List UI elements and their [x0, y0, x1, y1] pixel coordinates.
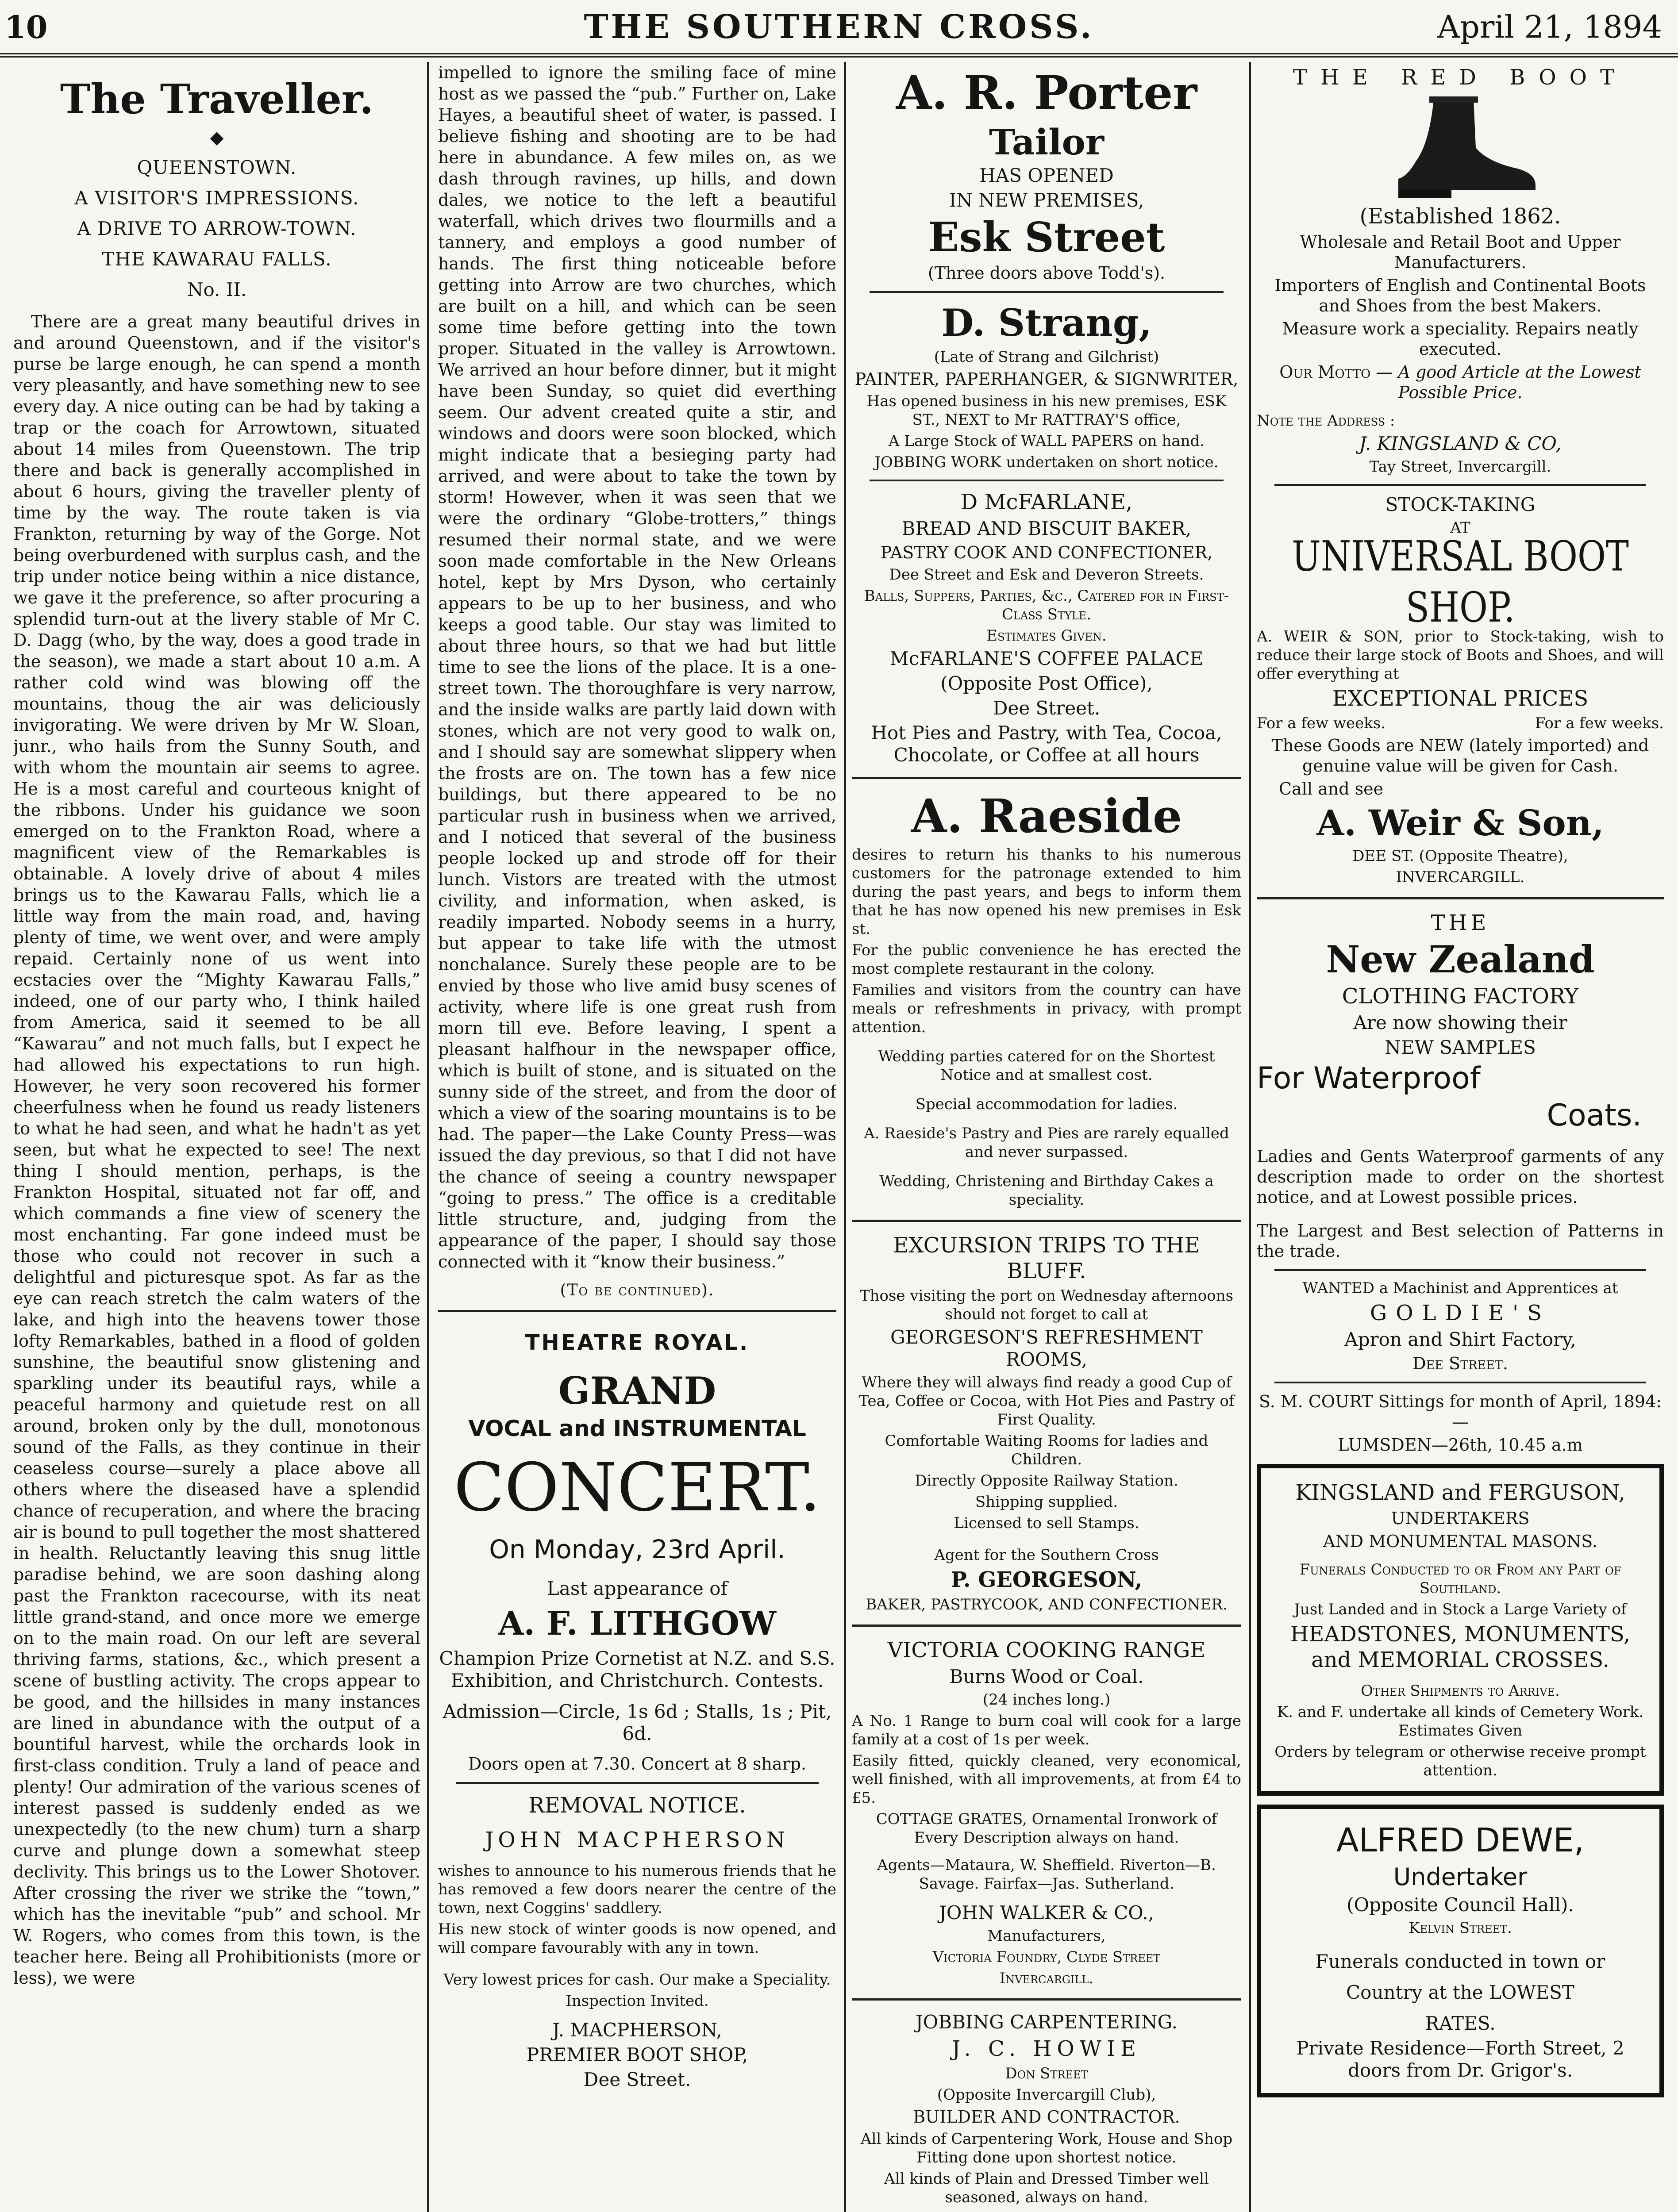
excursion-line: Shipping supplied.	[975, 1493, 1118, 1511]
porter-street: Esk Street	[928, 213, 1165, 261]
weir-ad	[1257, 494, 1664, 887]
victoria-line: Agents—Mataura, W. Sheffield. Riverton—B. Savage. Fairfax—Jas. Sutherland.	[877, 1856, 1216, 1893]
strang-line: A Large Stock of WALL PAPERS on hand.	[888, 432, 1205, 450]
goldie-line: WANTED a Machinist and Apprentices at	[1302, 1279, 1618, 1297]
red-boot-line: Importers of English and Continental Boots and Shoes from the best Makers.	[1274, 276, 1646, 315]
divider	[1274, 484, 1646, 486]
page-number: 10	[4, 9, 48, 46]
victoria-line: Easily fitted, quickly cleaned, very economical, well finished, with all improvements, at from £4 to £5.	[852, 1752, 1241, 1807]
divider	[852, 1220, 1241, 1222]
porter-name: A. R. Porter	[896, 65, 1197, 120]
weir-line: Call and see	[1279, 779, 1384, 799]
kingsland-line: Funerals Conducted to or From any Part of Southland.	[1299, 1561, 1621, 1597]
excursion-line: GEORGESON'S REFRESHMENT ROOMS,	[890, 1326, 1203, 1370]
red-boot-established: (Established 1862.	[1359, 204, 1561, 229]
removal-street: Dee Street.	[583, 2069, 691, 2090]
red-boot-address: Tay Street, Invercargill.	[1369, 458, 1551, 476]
nz-clothing-ad	[1257, 910, 1664, 1261]
porter-line: HAS OPENED	[979, 165, 1114, 186]
strang-name: D. Strang,	[941, 301, 1152, 345]
mcfarlane-line: Dee Street.	[993, 697, 1101, 719]
strang-line: PAINTER, PAPERHANGER, & SIGNWRITER,	[854, 369, 1239, 389]
porter-trade: Tailor	[989, 121, 1104, 163]
motto-text: A good Article at the Lowest Possible Price.	[1398, 362, 1641, 402]
excursion-line: Agent for the Southern Cross	[934, 1546, 1159, 1564]
removal-shop: PREMIER BOOT SHOP,	[526, 2044, 748, 2066]
part-number: No. II.	[187, 279, 247, 300]
court-line: LUMSDEN—26th, 10.45 a.m	[1338, 1435, 1583, 1455]
kingsland-line: KINGSLAND and FERGUSON,	[1295, 1480, 1625, 1505]
page-header	[0, 0, 1678, 58]
kingsland-line: AND MONUMENTAL MASONS.	[1323, 1532, 1598, 1551]
raeside-line: desires to return his thanks to his numerous customers for the patronage extended to him during the past years, and begs to inform them that he has now opened his new premises in Esk st.	[852, 846, 1241, 938]
raeside-name: A. Raeside	[911, 789, 1182, 843]
red-boot-line: Measure work a speciality. Repairs neatly executed.	[1282, 319, 1639, 359]
nz-name: New Zealand	[1326, 937, 1595, 981]
victoria-line: A No. 1 Range to burn coal will cook for a large family at a cost of 1s per week.	[852, 1712, 1241, 1748]
removal-title: REMOVAL NOTICE.	[528, 1793, 746, 1818]
dewe-line: Kelvin Street.	[1409, 1919, 1512, 1937]
weir-line: A. WEIR & SON, prior to Stock-taking, wish to reduce their large stock of Boots and Shoes, and will offer everything at	[1257, 628, 1664, 683]
inspection-invited: Inspection Invited.	[566, 1992, 709, 2010]
to-be-continued: (To be continued).	[560, 1281, 715, 1299]
howie-line: All kinds of Carpentering Work, House and Shop Fitting done upon shortest notice.	[860, 2130, 1233, 2166]
weir-weeks: For a few weeks.	[1257, 714, 1386, 732]
removal-text: Very lowest prices for cash. Our make a Speciality.	[443, 1971, 831, 1989]
excursion-line: P. GEORGESON,	[951, 1567, 1143, 1592]
howie-line: Don Street	[1005, 2065, 1088, 2082]
victoria-line: Victoria Foundry, Clyde Street	[932, 1948, 1161, 1966]
court-ad	[1257, 1391, 1664, 1455]
nz-line: Coats.	[1547, 1098, 1642, 1133]
weir-weeks: For a few weeks.	[1535, 714, 1664, 732]
door-times: Doors open at 7.30. Concert at 8 sharp.	[468, 1754, 807, 1774]
article-heading: The Traveller.	[60, 75, 374, 123]
boot-icon	[1381, 95, 1540, 201]
article-body: There are a great many beautiful drives in and around Queenstown, and if the visitor's purse be large enough, he can spend a month very pleasantly, and have something new to see every day. A nice outing can be had by taking a trap or the coach for Arrowtown, situated about 14 miles from Queenstown. The trip there and back is generally accomplished in about 6 hours, giving the traveller plenty of time by the way. The route taken is via Frankton, returning by way of the Gorge. Not being overburdened with surplus cash, and the trip under notice being within a nice distance, we gave it the preference, so after procuring a splendid turn-out at the livery stable of Mr C. D. Dagg (who, by the way, does a good trade in the season), we made a start about 10 a.m. A rather cold wind was blowing off the mountains, thoug the air was deliciously invigorating. We were driven by Mr W. Sloan, junr., who hails from the Sunny South, and with whom the mountain air seems to agree. He is a most careful and courteous knight of the ribbons. Under his guidance we soon emerged on to the Frankton Road, where a magnificent view of the Remarkables is obtainable. A lovely drive of about 4 miles brings us to the Kawarau Falls, which lie a little way from the main road, and, having plenty of time, we went over, and were amply repaid. Certainly none of us went into ecstacies over the “Mighty Kawarau Falls,” indeed, one of our party who, I think hailed from America, said it seemed to be all “Kawarau” and not much falls, but I expect he had allowed his expectations to run high. However, he very soon recovered his former cheerfulness when he found us ready listeners to what he had seen, and what he hadn't as yet seen, but what he expected to see! The next thing I should mention, perhaps, is the Frankton Hospital, situated not far off, and which commands a fine view of scenery the most enchanting. Far gone indeed must be those who could not recover in such a delightful and picturesque spot. As far as the eye can reach stretch the calm waters of the lake, and high into the heavens tower those lofty Remarkables, bathed in a flood of golden sunshine, the beautiful snow glistening and sparkling under its beautiful rays, while a peaceful harmony and quietude rest on all around, broken only by the dull, monotonous sound of the Falls, as they continue in their ceaseless course—surely a place above all others where the diseased have a splendid chance of recuperation, and where the bracing air is bound to pull together the most shattered in health. Reluctantly leaving this snug little paradise behind, we are soon dashing along past the Frankton racecourse, with its neat little grand-stand, and once more we emerge on to the main road. On our left are several thriving farms, stations, &c., which present a scene of bustling activity. The crops appear to be good, and the hillsides in many instances are lined in abundance with the output of a bountiful harvest, while the orchards look in first-class condition. Truly a land of peace and plenty! Our admiration of the various scenes of interest passed is suddenly ended as we unexpectedly (to the new chum) turn a sharp curve and plunge down a somewhat steep declivity. This brings us to the Lower Shotover. After crossing the river we strike the “town,” which has the inevitable “pub” and school. Mr W. Rogers, who comes from this town, is the teacher here. Being all Prohibitionists (more or less), we were	[13, 312, 420, 1988]
goldie-line: Dee Street.	[1412, 1354, 1508, 1373]
dewe-line: Private Residence—Forth Street, 2 doors from Dr. Grigor's.	[1296, 2037, 1624, 2081]
strang-line: Has opened business in his new premises, ESK ST., NEXT to Mr RATTRAY'S office,	[866, 392, 1227, 429]
dewe-line: Undertaker	[1393, 1863, 1528, 1891]
subheading: A DRIVE TO ARROW-TOWN.	[77, 218, 357, 239]
raeside-line: For the public convenience he has erected the most complete restaurant in the colony.	[852, 941, 1241, 978]
kingsland-line: K. and F. undertake all kinds of Cemetery Work. Estimates Given	[1277, 1703, 1644, 1740]
removal-name: JOHN MACPHERSON	[485, 1828, 789, 1852]
concert-heading: CONCERT.	[454, 1449, 821, 1526]
subheading: THE KAWARAU FALLS.	[102, 248, 332, 270]
divider	[1257, 897, 1664, 899]
theatre-title: THEATRE ROYAL.	[525, 1330, 750, 1355]
nz-the: THE	[1431, 910, 1490, 935]
victoria-line: (24 inches long.)	[982, 1691, 1111, 1709]
victoria-line: JOHN WALKER & CO.,	[939, 1902, 1154, 1924]
nz-line: CLOTHING FACTORY	[1342, 984, 1579, 1009]
howie-line: (Opposite Invercargill Club),	[937, 2086, 1156, 2104]
column-ads-middle	[852, 62, 1241, 2212]
column-traveller	[13, 62, 420, 2212]
motto-label: Our Motto —	[1279, 362, 1393, 382]
divider	[438, 1310, 836, 1312]
red-boot-line: Wholesale and Retail Boot and Upper Manufacturers.	[1300, 232, 1621, 272]
dewe-line: RATES.	[1425, 2012, 1496, 2034]
dewe-line: Funerals conducted in town or	[1315, 1951, 1605, 1972]
mcfarlane-line: Estimates Given.	[986, 627, 1107, 645]
weir-line: AT	[1450, 519, 1470, 537]
strang-ad	[852, 301, 1241, 472]
goldie-ad	[1257, 1279, 1664, 1374]
victoria-title: VICTORIA COOKING RANGE	[887, 1638, 1206, 1663]
dewe-line: (Opposite Council Hall).	[1347, 1894, 1574, 1916]
grand-heading: GRAND	[558, 1369, 716, 1413]
court-line: S. M. COURT Sittings for month of April, 1894:—	[1258, 1392, 1662, 1432]
divider	[870, 480, 1224, 481]
raeside-line: Families and visitors from the country can have meals or refreshments in privacy, with prompt attention.	[852, 981, 1241, 1036]
nz-line: The Largest and Best selection of Patterns in the trade.	[1257, 1221, 1664, 1261]
divider	[456, 1782, 819, 1784]
victoria-line: Burns Wood or Coal.	[949, 1666, 1144, 1687]
mcfarlane-line: (Opposite Post Office),	[940, 672, 1153, 694]
porter-line: IN NEW PREMISES,	[949, 189, 1144, 211]
mcfarlane-ad	[852, 489, 1241, 766]
mcfarlane-line: BREAD AND BISCUIT BAKER,	[901, 518, 1192, 539]
kingsland-line: Other Shipments to Arrive.	[1361, 1682, 1560, 1700]
howie-name: J. C. HOWIE	[951, 2036, 1142, 2061]
issue-date: April 21, 1894	[1437, 9, 1662, 45]
performer-name: A. F. LITHGOW	[498, 1605, 776, 1643]
porter-ad	[852, 66, 1241, 283]
weir-name: A. Weir & Son,	[1316, 802, 1604, 844]
admission-prices: Admission—Circle, 1s 6d ; Stalls, 1s ; Pit, 6d.	[443, 1701, 832, 1744]
excursion-line: Directly Opposite Railway Station.	[915, 1472, 1178, 1490]
excursion-line: Comfortable Waiting Rooms for ladies and Children.	[885, 1432, 1208, 1468]
subheading: A VISITOR'S IMPRESSIONS.	[74, 187, 359, 209]
raeside-line: A. Raeside's Pastry and Pies are rarely equalled and never surpassed.	[864, 1125, 1229, 1161]
column-ads-right	[1257, 62, 1664, 2212]
column-rule	[427, 62, 429, 2212]
victoria-line: Manufacturers,	[987, 1927, 1106, 1945]
excursion-title: EXCURSION TRIPS TO THE BLUFF.	[893, 1233, 1200, 1283]
removal-text: His new stock of winter goods is now opened, and will compare favourably with any in town.	[438, 1920, 836, 1957]
newspaper-title: THE SOUTHERN CROSS.	[584, 8, 1094, 46]
divider	[870, 291, 1224, 293]
divider	[1274, 1382, 1646, 1383]
theatre-ad	[438, 1330, 836, 1774]
weir-line: DEE ST. (Opposite Theatre),	[1352, 847, 1568, 865]
kingsland-line: Just Landed and in Stock a Large Variety of	[1294, 1601, 1627, 1618]
weir-line: STOCK-TAKING	[1385, 494, 1536, 515]
excursion-line: Those visiting the port on Wednesday afternoons should not forget to call at	[859, 1287, 1234, 1323]
victoria-line: Invercargill.	[999, 1970, 1094, 1987]
red-boot-firm: J. KINGSLAND & CO,	[1359, 433, 1562, 454]
weir-line: INVERCARGILL.	[1396, 868, 1525, 886]
weir-line: EXCEPTIONAL PRICES	[1332, 686, 1589, 711]
kingsland-line: HEADSTONES, MONUMENTS, and MEMORIAL CROSSES.	[1290, 1622, 1631, 1672]
subheading: QUEENSTOWN.	[137, 157, 297, 178]
kingsland-line: UNDERTAKERS	[1391, 1509, 1530, 1528]
last-appearance: Last appearance of	[547, 1578, 728, 1599]
goldie-name: GOLDIE'S	[1370, 1301, 1551, 1325]
howie-ad	[852, 2011, 1241, 2212]
vocal-line: VOCAL and INSTRUMENTAL	[468, 1416, 806, 1441]
porter-line: (Three doors above Todd's).	[928, 263, 1166, 283]
kingsland-line: Orders by telegram or otherwise receive prompt attention.	[1274, 1743, 1646, 1779]
red-boot-ad	[1257, 65, 1664, 476]
mcfarlane-line: Hot Pies and Pastry, with Tea, Cocoa, Chocolate, or Coffee at all hours	[871, 722, 1222, 766]
dewe-line: Country at the LOWEST	[1346, 1982, 1574, 2003]
nz-line: Ladies and Gents Waterproof garments of any description made to order on the shortest notice, and at Lowest possible prices.	[1257, 1147, 1664, 1207]
raeside-line: Wedding parties catered for on the Shortest Notice and at smallest cost.	[878, 1048, 1215, 1084]
goldie-line: Apron and Shirt Factory,	[1344, 1329, 1576, 1350]
article-body: impelled to ignore the smiling face of mine host as we passed the “pub.” Further on, Lake Hayes, a beautiful sheet of water, is passed. I believe fishing and shooting are to be had here in abundance. A few miles on, as we dash through ravines, up hills, and down dales, we notice to the left a beautiful waterfall, which drives two flourmills and a tannery, and employs a good number of hands. The first thing noticeable before getting into Arrow are two churches, which are built on a hill, and which can be seen some time before getting into the town proper. Situated in the valley is Arrowtown. We arrived an hour before dinner, but it might have been Sunday, so quiet did everthing seem. Our advent created quite a stir, and windows and doors were soon blocked, which might indicate that a besieging party had arrived, and were about to take the town by storm! However, when it was seen that we were the ordinary “Globe-trotters,” things resumed their normal state, and we were soon made comfortable in the New Orleans hotel, kept by Mrs Dyson, who certainly appears to be up to her business, and who keeps a good table. Our stay was limited to about three hours, so that we had but little time to see the lions of the place. It is a one-street town. The thoroughfare is very narrow, and the inside walks are partly laid down with stones, which are not very good to walk on, and I should say are somewhat slippery when the frosts are on. The town has a few nice buildings, but there appeared to be no particular rush in business when we arrived, and I noticed that several of the business people locked up and strode off for their lunch. Vistors are treated with the utmost civility, and information, when asked, is readily imparted. Nobody seems in a hurry, but appear to take life with the utmost nonchalance. Surely these people are to be envied by those who live amid busy scenes of activity, where life is one great rush from morn till eve. Before leaving, I spent a pleasant halfhour in the newspaper office, which is built of stone, and is situated on the sunny side of the street, and from the door of which a view of the soaring mountains is to be had. The paper—the Lake County Press—was issued the day previous, so that I did not have the chance of seeing a country newspaper “going to press.” The office is a creditable little structure, and, judging from the appearance of the paper, I should say those connected with it “know their business.”	[438, 63, 836, 1271]
mcfarlane-line: Balls, Suppers, Parties, &c., Catered for in First-Class Style.	[864, 587, 1229, 623]
divider	[852, 1998, 1241, 2001]
removal-signature: J. MACPHERSON,	[552, 2019, 722, 2041]
excursion-ad	[852, 1233, 1241, 1614]
excursion-line: Where they will always find ready a good Cup of Tea, Coffee or Cocoa, with Hot Pies and Pastry of First Quality.	[858, 1374, 1235, 1429]
strang-line: JOBBING WORK undertaken on short notice.	[874, 453, 1219, 471]
victoria-range-ad	[852, 1637, 1241, 1988]
weir-shop-name: UNIVERSAL BOOT SHOP.	[1292, 533, 1629, 632]
divider	[1274, 1269, 1646, 1271]
nz-line: For Waterproof	[1257, 1061, 1481, 1096]
howie-line: BUILDER AND CONTRACTOR.	[913, 2107, 1180, 2127]
victoria-line: COTTAGE GRATES, Ornamental Ironwork of Every Description always on hand.	[876, 1810, 1217, 1847]
howie-title: JOBBING CARPENTERING.	[915, 2011, 1178, 2033]
column-rule	[844, 62, 846, 2212]
raeside-ad	[852, 790, 1241, 1209]
kingsland-ad	[1257, 1464, 1664, 1796]
divider	[852, 777, 1241, 779]
column-rule	[1249, 62, 1251, 2212]
mcfarlane-name: D McFARLANE,	[960, 490, 1133, 515]
removal-text: wishes to announce to his numerous friends that he has removed a few doors nearer the centre of the town, next Coggins' saddlery.	[438, 1862, 836, 1917]
raeside-line: Wedding, Christening and Birthday Cakes a speciality.	[879, 1172, 1214, 1209]
concert-date: On Monday, 23rd April.	[489, 1534, 785, 1564]
red-boot-note: Note the Address :	[1257, 412, 1395, 430]
weir-line: These Goods are NEW (lately imported) and genuine value will be given for Cash.	[1271, 736, 1649, 776]
nz-line: Are now showing their	[1353, 1012, 1567, 1033]
removal-notice-ad	[438, 1793, 836, 2091]
divider	[852, 1624, 1241, 1627]
performer-credentials: Champion Prize Cornetist at N.Z. and S.S. Exhibition, and Christchurch. Contests.	[439, 1647, 835, 1691]
strang-line: (Late of Strang and Gilchrist)	[934, 348, 1159, 366]
ornament-divider: ◆	[210, 127, 224, 148]
red-boot-title: THE RED BOOT	[1293, 65, 1628, 90]
column-article-cont	[438, 62, 836, 2212]
mcfarlane-line: McFARLANE'S COFFEE PALACE	[889, 648, 1204, 669]
dewe-name: ALFRED DEWE,	[1336, 1821, 1585, 1859]
excursion-line: Licensed to sell Stamps.	[954, 1514, 1139, 1532]
nz-line: NEW SAMPLES	[1385, 1037, 1536, 1058]
mcfarlane-line: PASTRY COOK AND CONFECTIONER,	[880, 543, 1213, 562]
howie-line: All kinds of Plain and Dressed Timber well seasoned, always on hand.	[884, 2170, 1209, 2206]
mcfarlane-line: Dee Street and Esk and Deveron Streets.	[889, 566, 1204, 584]
dewe-ad	[1257, 1805, 1664, 2097]
excursion-line: BAKER, PASTRYCOOK, AND CONFECTIONER.	[866, 1596, 1228, 1613]
raeside-line: Special accommodation for ladies.	[915, 1095, 1178, 1113]
